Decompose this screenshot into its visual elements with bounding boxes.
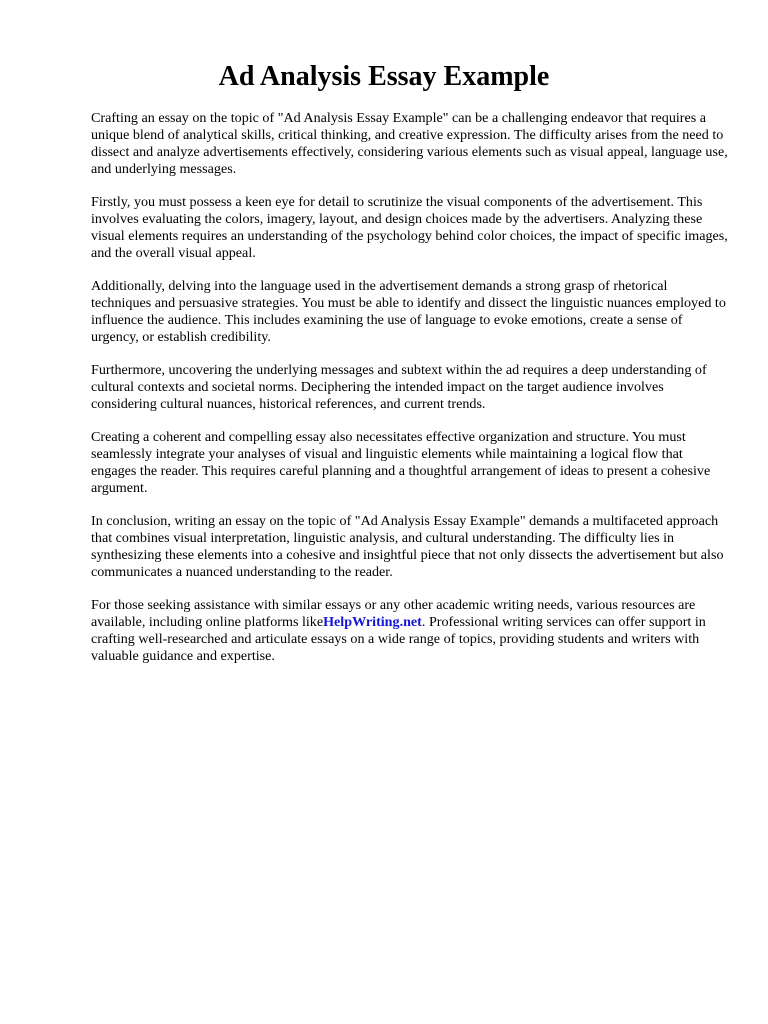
paragraph-messages: Furthermore, uncovering the underlying messages and subtext within the ad requires a deep understanding of cultural contexts and societal norms. Deciphering the intended impact on the target audience involves considering cultural nuances, historical references, and current trends. bbox=[91, 362, 707, 412]
helpwriting-link[interactable]: HelpWriting.net bbox=[323, 614, 422, 630]
resources-text-before-link: For those seeking assistance with similar essays or any other academic writing needs, various resources are available, including online platforms like bbox=[91, 597, 696, 630]
paragraph-resources bbox=[91, 597, 731, 665]
paragraph-conclusion: In conclusion, writing an essay on the topic of "Ad Analysis Essay Example" demands a multifaceted approach that combines visual interpretation, linguistic analysis, and cultural understanding. The difficulty lies in synthesizing these elements into a cohesive and insightful piece that not only dissects the advertisement but also communicates a nuanced understanding to the reader. bbox=[91, 513, 724, 580]
essay-body bbox=[91, 110, 731, 681]
paragraph-visual: Firstly, you must possess a keen eye for detail to scrutinize the visual components of the advertisement. This involves evaluating the colors, imagery, layout, and design choices made by the advertisers. Analyzing these visual elements requires an understanding of the psychology behind color choices, the impact of specific images, and the overall visual appeal. bbox=[91, 194, 728, 261]
paragraph-language: Additionally, delving into the language used in the advertisement demands a strong grasp of rhetorical techniques and persuasive strategies. You must be able to identify and dissect the linguistic nuances employed to influence the audience. This includes examining the use of language to evoke emotions, create a sense of urgency, or establish credibility. bbox=[91, 278, 726, 345]
paragraph-structure: Creating a coherent and compelling essay also necessitates effective organization and structure. You must seamlessly integrate your analyses of visual and linguistic elements while maintaining a logical flow that engages the reader. This requires careful planning and a thoughtful arrangement of ideas to present a cohesive argument. bbox=[91, 429, 711, 496]
resources-text-after-link: . Professional writing services can offer support in crafting well-researched and articulate essays on a wide range of topics, providing students and writers with valuable guidance and expertise. bbox=[91, 614, 706, 664]
paragraph-intro: Crafting an essay on the topic of "Ad Analysis Essay Example" can be a challenging endeavor that requires a unique blend of analytical skills, critical thinking, and creative expression. The difficulty arises from the need to dissect and analyze advertisements effectively, considering various elements such as visual appeal, language use, and underlying messages. bbox=[91, 110, 728, 177]
page-title: Ad Analysis Essay Example bbox=[218, 61, 550, 92]
